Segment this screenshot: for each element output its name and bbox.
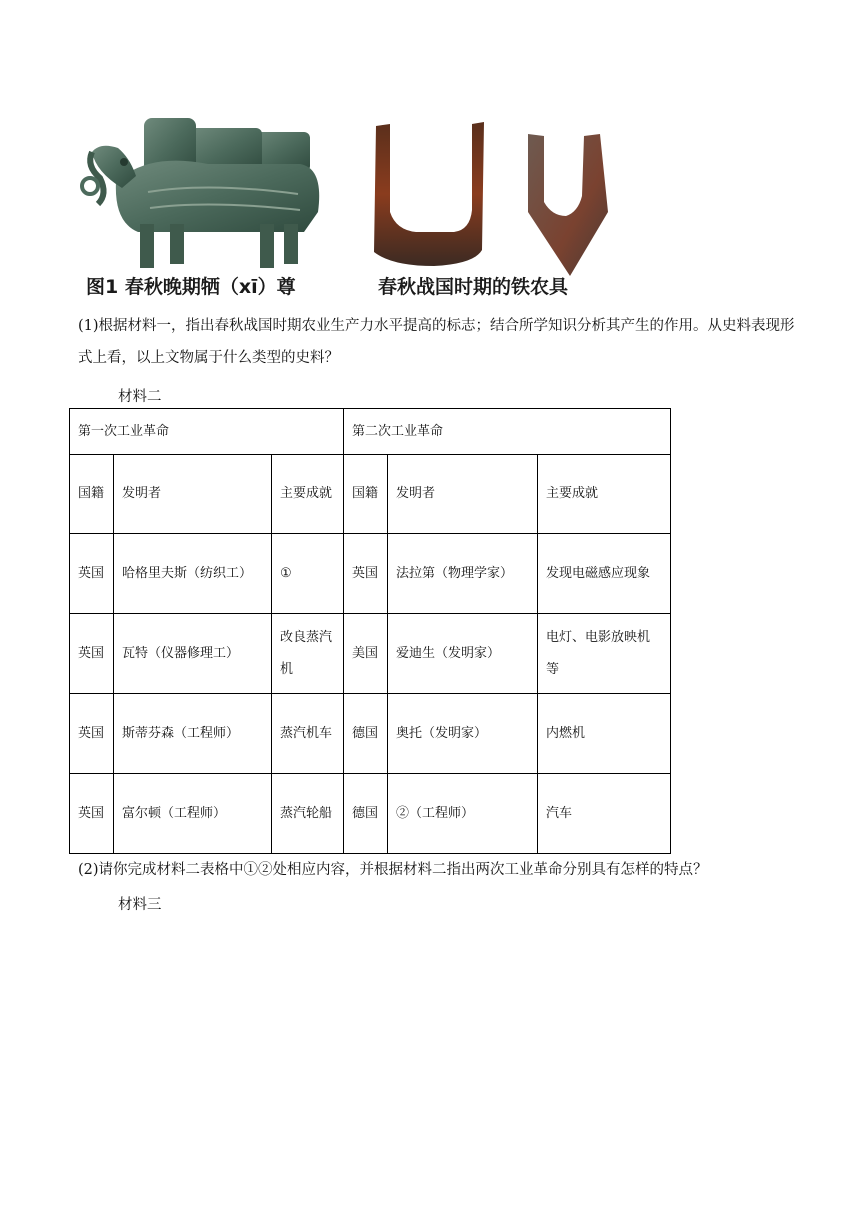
achievement-header: 主要成就 xyxy=(272,455,344,534)
nationality-cell: 英国 xyxy=(70,614,114,694)
inventor-cell: ②（工程师） xyxy=(388,774,538,854)
material-3-label: 材料三 xyxy=(118,897,162,913)
achievement-cell: 内燃机 xyxy=(538,694,671,774)
table-row xyxy=(70,534,671,614)
achievement-cell: 改良蒸汽机 xyxy=(272,614,344,694)
nationality-header: 国籍 xyxy=(344,455,388,534)
achievement-cell: 电灯、电影放映机等 xyxy=(538,614,671,694)
inventor-header: 发明者 xyxy=(114,455,272,534)
nationality-cell: 德国 xyxy=(344,694,388,774)
nationality-cell: 英国 xyxy=(70,774,114,854)
table-row xyxy=(70,774,671,854)
material-2-label: 材料二 xyxy=(118,389,162,405)
nationality-cell: 英国 xyxy=(70,534,114,614)
inventor-cell: 爱迪生（发明家） xyxy=(388,614,538,694)
table-row xyxy=(70,614,671,694)
question-2: (2)请你完成材料二表格中①②处相应内容，并根据材料二指出两次工业革命分别具有怎样的特点？ xyxy=(78,862,708,878)
inventor-cell: 斯蒂芬森（工程师） xyxy=(114,694,272,774)
nationality-cell: 英国 xyxy=(344,534,388,614)
invention-table xyxy=(69,408,671,854)
bronze-ox-zun xyxy=(82,118,319,268)
nationality-cell: 英国 xyxy=(70,694,114,774)
iron-hoe xyxy=(374,122,484,266)
achievement-cell: 蒸汽机车 xyxy=(272,694,344,774)
achievement-header: 主要成就 xyxy=(538,455,671,534)
inventor-cell: 富尔顿（工程师） xyxy=(114,774,272,854)
table-group-header xyxy=(70,409,671,455)
figure-caption-ox-zun: 图1 春秋晚期牺（xī）尊 xyxy=(86,276,296,298)
nationality-header: 国籍 xyxy=(70,455,114,534)
inventor-cell: 奥托（发明家） xyxy=(388,694,538,774)
nationality-cell: 德国 xyxy=(344,774,388,854)
inventor-cell: 法拉第（物理学家） xyxy=(388,534,538,614)
iron-spade xyxy=(528,134,608,276)
table-column-header xyxy=(70,455,671,534)
achievement-cell: 发现电磁感应现象 xyxy=(538,534,671,614)
nationality-cell: 美国 xyxy=(344,614,388,694)
inventor-cell: 哈格里夫斯（纺织工） xyxy=(114,534,272,614)
inventor-cell: 瓦特（仪器修理工） xyxy=(114,614,272,694)
first-industrial-revolution-header: 第一次工业革命 xyxy=(70,409,344,455)
table-row xyxy=(70,694,671,774)
second-industrial-revolution-header: 第二次工业革命 xyxy=(344,409,671,455)
achievement-cell: ① xyxy=(272,534,344,614)
achievement-cell: 汽车 xyxy=(538,774,671,854)
question-1: (1)根据材料一，指出春秋战国时期农业生产力水平提高的标志；结合所学知识分析其产生的作用。从史料表现形式上看，以上文物属于什么类型的史料？ xyxy=(78,318,795,366)
inventor-header: 发明者 xyxy=(388,455,538,534)
figure-caption-iron-tools: 春秋战国时期的铁农具 xyxy=(378,276,569,298)
achievement-cell: 蒸汽轮船 xyxy=(272,774,344,854)
